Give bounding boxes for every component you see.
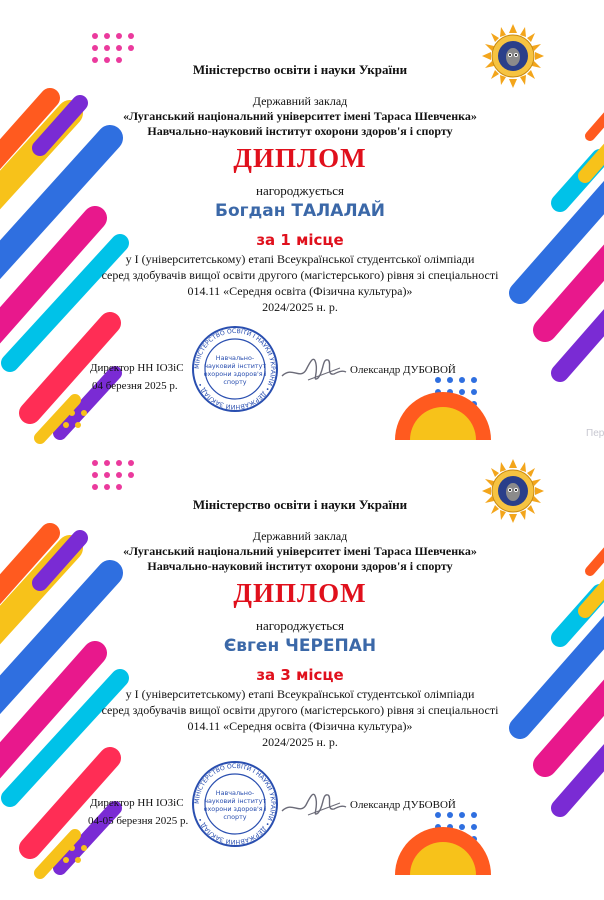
awarded-text: нагороджується	[256, 183, 344, 198]
signer-name: Олександр ДУБОВОЙ	[350, 799, 456, 811]
institution-line-2: «Луганський національний університет імені Тараса Шевченка»	[123, 544, 477, 558]
issue-date: 04 березня 2025 р.	[92, 380, 178, 392]
svg-text:охорони здоров'я і: охорони здоров'я і	[203, 370, 267, 378]
award-place: за 3 місце	[256, 666, 344, 684]
watermark-text: Пер	[586, 428, 604, 439]
institution-line-2: «Луганський національний університет імені Тараса Шевченка»	[123, 109, 477, 123]
svg-text:спорту: спорту	[223, 813, 247, 821]
institution-line-1: Державний заклад	[252, 529, 348, 543]
institution-line-3: Навчально-науковий інститут охорони здоров'я і спорту	[147, 559, 453, 573]
level-line: серед здобувачів вищої освіти другого (магістерського) рівня зі спеціальності	[101, 703, 499, 717]
diploma-title: ДИПЛОМ	[233, 143, 367, 173]
signature-icon	[278, 350, 350, 386]
university-emblem-icon	[482, 459, 544, 523]
svg-text:МІНІСТЕРСТВО ОСВІТИ І НАУКИ УК: МІНІСТЕРСТВО ОСВІТИ І НАУКИ УКРАЇНИ • ДЕРЖАВНИЙ ЗАКЛАД •	[193, 762, 277, 846]
year-line: 2024/2025 н. р.	[262, 735, 338, 749]
svg-text:науковий інститут: науковий інститут	[203, 362, 267, 370]
svg-text:науковий інститут: науковий інститут	[203, 797, 267, 805]
university-emblem-icon	[482, 24, 544, 88]
stage-line: у І (університетському) етапі Всеукраїнської студентської олімпіади	[125, 687, 475, 701]
signature-icon	[278, 785, 350, 821]
recipient-name: Євген ЧЕРЕПАН	[223, 636, 377, 656]
diploma-2	[0, 453, 600, 875]
recipient-name: Богдан ТАЛАЛАЙ	[215, 201, 385, 221]
official-stamp-icon	[190, 759, 280, 849]
svg-text:Навчально-: Навчально-	[215, 789, 255, 797]
award-place: за 1 місце	[256, 231, 344, 249]
institution-line-1: Державний заклад	[252, 94, 348, 108]
director-label: Директор НН ІОЗіС	[90, 797, 184, 809]
svg-text:спорту: спорту	[223, 378, 247, 386]
svg-text:МІНІСТЕРСТВО ОСВІТИ І НАУКИ УК: МІНІСТЕРСТВО ОСВІТИ І НАУКИ УКРАЇНИ • ДЕРЖАВНИЙ ЗАКЛАД •	[193, 327, 277, 411]
svg-text:охорони здоров'я і: охорони здоров'я і	[203, 805, 267, 813]
specialty-line: 014.11 «Середня освіта (Фізична культура)»	[187, 284, 413, 298]
year-line: 2024/2025 н. р.	[262, 300, 338, 314]
awarded-text: нагороджується	[256, 618, 344, 633]
diploma-1	[0, 18, 604, 440]
signer-name: Олександр ДУБОВОЙ	[350, 364, 456, 376]
director-label: Директор НН ІОЗіС	[90, 362, 184, 374]
svg-text:Навчально-: Навчально-	[215, 354, 255, 362]
institution-line-3: Навчально-науковий інститут охорони здоров'я і спорту	[147, 124, 453, 138]
ministry-heading: Міністерство освіти і науки України	[192, 62, 408, 77]
stage-line: у І (університетському) етапі Всеукраїнської студентської олімпіади	[125, 252, 475, 266]
official-stamp-icon	[190, 324, 280, 414]
diploma-title: ДИПЛОМ	[233, 578, 367, 608]
ministry-heading: Міністерство освіти і науки України	[192, 497, 408, 512]
specialty-line: 014.11 «Середня освіта (Фізична культура)»	[187, 719, 413, 733]
issue-date: 04-05 березня 2025 р.	[88, 815, 189, 827]
level-line: серед здобувачів вищої освіти другого (магістерського) рівня зі спеціальності	[101, 268, 499, 282]
